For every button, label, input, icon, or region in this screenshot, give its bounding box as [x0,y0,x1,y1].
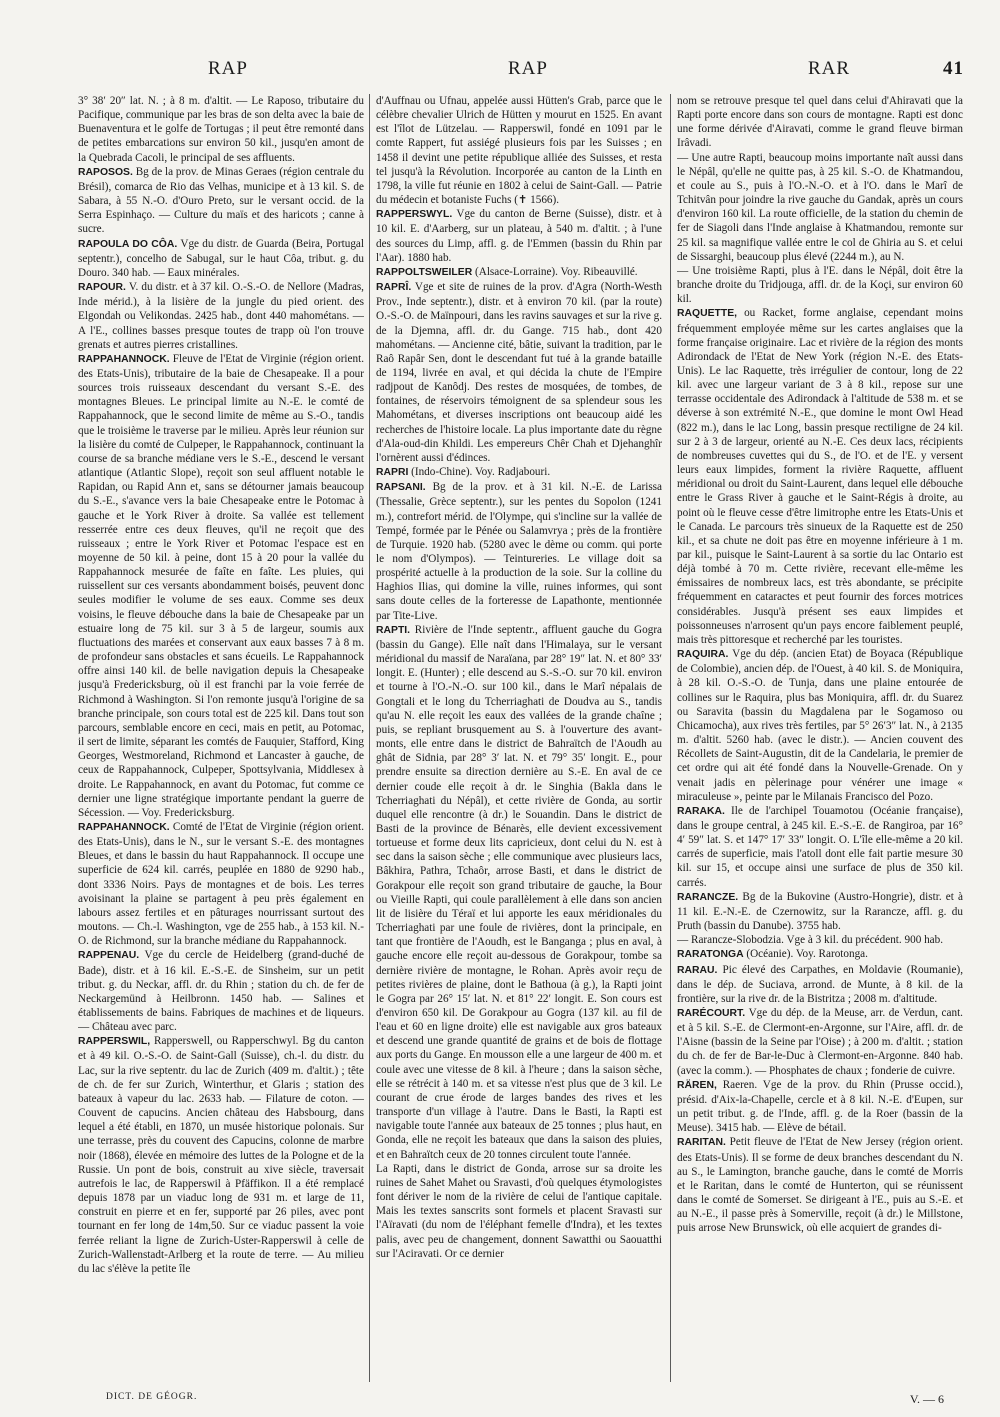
entry-headword: RAPTI. [376,624,411,636]
dictionary-entry [376,480,662,623]
dictionary-entry [376,280,662,465]
entry-text: Fleuve de l'Etat de Virginie (région orient. des Etats-Unis), tributaire de la baie de Chesapeake. Il a pour sources trois ruisseaux descendant du versant S.-E. des montagnes Bleues. Le principal limite au N.-E. le comté de Rappahannock, que le second limite de même au S.-O., tandis que le troisième le traverse par le milieu. Après leur réunion sur la lisière du comté de Culpeper, le Rappahannock, continuant la course de sa branche médiane vers le S.-E., descend le versant atlantique (Atlantic Slope), reçoit son seul affluent notable le Rapidan, ou Rapid Ann et, sans se détourner jamais beaucoup du S.-E., s'avance vers la baie Chesapeake entre le Potomac à gauche et le York River à droite. Sa vallée est tellement resserrée entre ces deux fleuves, qu'il ne reçoit que des ruisseaux ; entre le York River et Potomac l'espace est en moyenne de 50 kil. à peine, dont 15 à 20 pour la vallée du Rappahannock mesurée de faîte en faîte. Les pluies, qui ruissellent sur ces versants abondamment boisés, peuvent donc seules modifier le volume de ses eaux. Comme ses deux voisins, le fleuve débouche dans la baie de Chesapeake par un estuaire long de 75 kil. sur 3 à 5 de largeur, soumis aux fluctuations des marées et conservant aux eaux basses 7 à 8 m. de profondeur sans obstacles et sans écueils. Le Rappahannock offre ainsi 140 kil. de belle navigation depuis la Chesapeake jusqu'à Fredericksburg, où il est franchi par la voie ferrée de Richmond à Washington. Si l'on remonte jusqu'à l'origine de sa branche principale, son cours total est de 225 kil. Dans tout son parcours, semblable encore en ceci, mais en petit, au Potomac, il sert de limite, séparant les comtés de Fauquier, Stafford, King Georges, Westmoreland, Richmond et Lancaster à gauche, de ceux de Rappahannock, Culpeper, Spottsylvania, Middlesex à droite. Le Rappahannock, en avant du Potomac, fut comme ce dernier une ligne stratégique importante pendant la guerre de Sécession. — Voy. Fredericksburg. [78,352,364,819]
dictionary-entry [376,1162,662,1261]
column-left [78,94,364,1384]
entry-text: Comté de l'Etat de Virginie (région orient. des Etats-Unis), dans le N., sur le versant S.-E. des montagnes Bleues, et dans le bassin du haut Rappahannock. Il occupe une superficie de 624 kil. carrés, peuplée en 1880 de 9290 hab., dont 3336 Noirs. Pays de montagnes et de bois. Les terres avoisinant la plaine se partagent à peu près également en labours assez fertiles et en pâturages nourrissant surtout des moutons. — Ch.-l. Washington, vge de 255 hab., à 153 kil. N.-O. de Richmond, sur la branche médiane du Rappahannock. [78,820,364,948]
entry-text: Vge du dép. de la Meuse, arr. de Verdun, cant. et à 5 kil. S.-E. de Clermont-en-Argonne, sur l'Aire, affl. dr. de l'Aisne (bassin de la Seine par l'Oise) ; à 200 m. d'altit. ; station du ch. de fer de Bar-le-Duc à Clermont-en-Argonne. 840 hab. (avec la comm.). — Phosphates de chaux ; fonderie de cuivre. [677,1007,963,1077]
header-right-word: RAR [808,58,851,79]
entry-text: Bg de la prov. de Minas Geraes (région centrale du Brésil), comarca de Rio das Velhas, municipe et à 13 kil. S. de Sabara, à 55 N.-O. d'Ouro Preto, sur le versant occid. de la Serra Espinhaço. — Culture du maïs et des haricots ; canne à sucre. [78,165,364,236]
running-header [78,58,964,88]
entry-headword: RARAU. [677,964,718,976]
entry-headword: RAQUETTE, [677,308,738,320]
dictionary-entry [677,151,963,264]
dictionary-entry [677,306,963,647]
entry-text: Bg de la Bukovine (Austro-Hongrie), distr. et à 11 kil. E.-N.-E. de Czernowitz, sur la Rarancze, affl. g. du Pruth (bassin du Danube). 3755 hab. [677,890,963,933]
entry-headword: RARAKA. [677,805,725,817]
entry-headword: RAPPENAU. [78,950,140,962]
dictionary-entry [376,623,662,1162]
entry-text: Rapperswell, ou Rapperschwyl. Bg du canton et à 49 kil. O.-S.-O. de Saint-Gall (Suisse), ch.-l. du distr. du Lac, sur la rive septentr. du lac de Zurich (409 m. d'altit.) ; tête de ch. de fer sur Zurich, Winterthur, et Glaris ; station des bateaux à vapeur du lac. 2633 hab. — Filature de coton. — Couvent de capucins. Ancien château des Habsbourg, dans lequel a été établi, en 1870, un musée historique polonais. Sur une terrasse, près du couvent des Capucins, colonne de marbre noir (1868), élevée en mémoire des luttes de la Pologne et de la Russie. Un pont de bois, construit au xive siècle, traversait autrefois le lac, de Rapperswil à Pfäffikon. Il a été remplacé depuis 1878 par un viaduc long de 931 m. et large de 11, construit en pierre et en fer, supporté par 26 piles, avec pont tournant en fer long de 14m,50. Sur ce viaduc passent la voie ferrée reliant la ligne de Zurich-Uster-Rapperswil à celle de Zurich-Wallenstadt-Arlberg et la route de terre. — Au milieu du lac s'élève la petite île [78,1035,364,1275]
dictionary-entry [78,820,364,948]
entry-text: d'Auffnau ou Ufnau, appelée aussi Hütten's Grab, parce que le célèbre chevalier Ulrich de Hütten y mourut en 1525. En avant est l'îlot de Lützelau. — Rapperswil, fondé en 1091 par le comte Rappert, fut assiégé plusieurs fois par les Suisses ; en 1458 il devint une petite république alliée des Suisses, et resta tel jusqu'à la Révolution. Incorporée au canton de la Linth en 1798, la ville fut réunie en 1802 à celui de Saint-Gall. — Patrie du médecin et botaniste Fuchs (✝ 1566). [376,95,662,207]
entry-text: Rivière de l'Inde septentr., affluent gauche du Gogra (bassin du Gange). Elle naît dans l'Himalaya, sur le versant méridional du massif de Naraïana, par 28° 19″ lat. N. et 80° 33′ longit. E. (Hunter) ; elle descend au S.-S.-O. sur 70 kil. environ et tourne à l'O.-N.-O. sur 100 kil., dans le Marî népalais de Gongtali et le long du Tcherriaghati de Doudva au S., tandis qu'au N. elle reçoit les eaux des vallées de la grande chaîne ; puis, se repliant brusquement au S. à l'ouverture des avant-monts, elle entre dans le district de Bahraïtch de l'Aoudh au ghât de Sidnia, par 28° 3′ lat. N. et 79° 35′ longit. E., pour prendre ensuite sa direction dernière au S.-E. En aval de ce dernier coude elle reçoit à dr. le Singhia (Bakla dans le Tcherriaghati du Népâl), et cette rivière de Gonda, au sortir duquel elle rencontre (à dr.) le Souandin. Dans le district de Basti de la province de Bénarès, elle devient excessivement tortueuse et forme deux lits capricieux, dont celui du N. est à sec dans la saison sèche ; elle communique avec plusieurs lacs, Bâkhira, Pathra, Tchaôr, arrose Basti, et dans le district de Gorakpour elle reçoit son grand tributaire de gauche, la Bour ou Vieille Rapti, qui coule parallèlement à elle dans son ancien lit de lisière du Téraï et lui apporte les eaux méridionales du Tcherriaghati par une foule de rivières, dont la principale, en tant que frontière de l'Aoudh, est le Banganga ; plus en aval, à gauche encore elle reçoit au-dessous de Gorakpour, tombe sa dernière rivière de montagne, le Rohan. Après avoir reçu de petites rivières de plaine, dont le Bathoua (à g.), la Rapti joint le Gogra par 26° 15′ lat. N. et 81° 22′ longit. E. Son cours est d'environ 650 kil. De Gorakpour au Gogra (137 kil. au fil de l'eau et 60 en ligne droite) elle est navigable aux gros bateaux et descend une grande quantité de grains et de bois de flottage aux ports du Gange. En mousson elle a une largeur de 400 m. et coule avec une vitesse de 8 kil. à l'heure ; dans la saison sèche, elle se rétrécit à 140 m. et sa vitesse n'est plus que de 3 kil. Le courant de crue érode de larges bandes des rives et les transporte d'un village à l'autre. Dans le Basti, la Rapti est navigable toute l'année aux bateaux de 25 tonnes ; plus haut, en Gonda, elle ne reçoit les bateaux que dans la saison des pluies, et en Bahraïtch ceux de 20 tonnes circulent toute l'année. [376,623,662,1161]
entry-headword: RAPPOLTSWEILER [376,266,473,278]
dictionary-entry [78,1034,364,1276]
entry-text: — Une autre Rapti, beaucoup moins importante naît aussi dans le Népâl, qu'elle ne quitte pas, à 25 kil. S.-O. de Khatmandou, et coule au S., puis à l'O.-N.-O. et à l'O. dans le Marî de Tchitvân pour joindre la rive gauche du Gandak, après un cours d'environ 160 kil. La route officielle, de la station du chemin de fer de Siagoli dans l'Inde anglaise à Khatmandou, remonte sur 25 kil. sa magnifique vallée entre le col de Ghiria au S. et celui de Sissarghi, beaucoup plus élevé (2244 m.), au N. [677,151,963,263]
dictionary-entry [677,933,963,947]
entry-text: Ile de l'archipel Touamotou (Océanie française), dans le groupe central, à 245 kil. E.-S.-E. de Rangiroa, par 16° 4′ 59″ lat. S. et 147° 17′ 33″ longit. O. L'île elle-même a 20 kil. carrés de superficie, mais l'atoll dont elle fait partie mesure 30 kil. sur 15, et occupe ainsi une surface de plus de 350 kil. carrés. [677,804,963,889]
header-left-word: RAP [208,58,248,79]
dictionary-entry [677,890,963,933]
footer-signature: DICT. DE GÉOGR. [106,1392,198,1402]
entry-text: Vge et site de ruines de la prov. d'Agra (North-Westh Prov., Inde septentr.), distr. et à environ 70 kil. (par la route) O.-S.-O. de Maïnpouri, dans les ravins sauvages et sur la rive g. de la Djemna, affl. dr. du Gange. 715 hab., dont 420 mahométans. — Ancienne cité, bâtie, suivant la tradition, par le Raô Rapâr Sen, dont le descendant fut tué à la grande bataille de 1194, livrée en aval, et qui décida la chute de l'Empire radjpout de Kanôdj. Des restes de mosquées, de tombes, de fontaines, de réservoirs témoignent de sa splendeur sous les Mahométans, et diverses inscriptions ont beaucoup aidé les recherches de l'histoire locale. La plus importante date du règne d'Ala-oud-din Khildi. Les empereurs Chêr Chah et Djehanghîr l'ornèrent aussi d'édinces. [376,281,662,464]
header-center-word: RAP [508,58,548,79]
entry-headword: RAPSANI. [376,482,426,494]
dictionary-entry [78,237,364,280]
entry-headword: RARÉCOURT. [677,1008,746,1019]
entry-headword: RAPRI [376,467,409,479]
dictionary-entry [677,1006,963,1078]
entry-text: Vge du cercle de Heidelberg (grand-duché de Bade), distr. et à 16 kil. E.-S.-E. de Sinsheim, sur un petit tribut. g. du Neckar, affl. dr. du Rhin ; station du ch. de fer de Neckargemünd à Heilbronn. 1450 hab. — Salines et établissements de bains. Fabriques de machines et de liqueurs. — Château avec parc. [78,949,364,1034]
entry-text: Pic élevé des Carpathes, en Moldavie (Roumanie), dans le dép. de Suciava, arrond. de Munte, à 8 kil. de la frontière, sur la rive dr. de la Bistritza ; 2008 m. d'altitude. [677,963,963,1005]
dictionary-entry [677,264,963,306]
dictionary-entry [677,1135,963,1235]
entry-text: La Rapti, dans le district de Gonda, arrose sur sa droite les ruines de Sahet Mahet ou Sravasti, d'où quelques étymologistes font dériver le nom de la rivière de celui de l'antique capitale. Mais les textes sanscrits sont formels et placent Sravasti sur l'Aïravati (du nom de l'éléphant femelle d'Indra), et les textes palis, avec peu de changement, donnent Sawatthi ou Saouatthi sur l'Aciravati. Or ce dernier [376,1162,662,1260]
dictionary-entry [376,207,662,265]
entry-text: Bg de la prov. et à 31 kil. N.-E. de Larissa (Thessalie, Grèce septentr.), sur les pentes du Sopolon (1241 m.), contrefort mérid. de l'Olympe, qui s'incline sur la vallée de Tempé, formée par le Pénée ou Salamvrya ; près de la frontière de Turquie. 1920 hab. (5280 avec le dème ou comm. qui porte le nom d'Olympos). — Teintureries. Le village doit sa prospérité actuelle à la production de la soie. Sur la colline du Haghios Ilias, qui domine la ville, ruines informes, qui sont sans doute celles de la forteresse de Lapathonte, mentionnée par Tite-Live. [376,481,662,622]
entry-headword: RARANCZE. [677,891,739,903]
column-rule [369,94,370,1382]
entry-text: 3° 38′ 20″ lat. N. ; à 8 m. d'altit. — Le Raposo, tributaire du Pacifique, communique par les bras de son delta avec la baie de Buenaventura et le golfe de Tortugas ; il peut être remonté dans de petites embarcations sur environ 50 kil., jusqu'en amont de la Quebrada Cacoli, le principal de ses affluents. [78,95,364,164]
dictionary-entry [78,352,364,820]
entry-text: (Indo-Chine). Voy. Radjabouri. [411,466,551,479]
dictionary-entry [677,804,963,890]
entry-text: ou Racket, forme anglaise, cependant moins fréquemment employée même sur les cartes anglaises que la forme française originaire. Lac et rivière de la région des monts Adirondack de l'Etat de New York (région N.-E. des Etats-Unis). Le lac Raquette, très irrégulier de contour, long de 22 kil. avec une largeur variant de 3 à 8 kil., repose sur une terrasse occidentale des Adirondack à l'altitude de 538 m. et se déverse à son extrémité N.-E., que domine le mont Owl Head (822 m.), dans le lac Long, bassin presque rectiligne de 24 kil. sur 2 à 3 de largeur, orienté au N.-E. Ces deux lacs, récipients de nombreuses cuvettes qui du S., de l'O. et de l'E. y versent leurs eaux limpides, forment la rivière Raquette, affluent méridional ou droit du Saint-Laurent, dans lequel elle débouche entre le Grass River à gauche et le Saint-Régis à droite, au point où le fleuve cesse d'être limitrophe entre les Etats-Unis et le Canada. Le parcours très sinueux de la Raquette est de 250 kil., et sa chute ne doit pas être en moyenne inférieure à 1 m. par kil., puisque le Saint-Laurent à sa sortie du lac Ontario est déjà tombé à 70 m. Cette rivière, recevant elle-même les émissaires de nombreux lacs, est très abondante, se précipite fréquemment en cataractes et peut fournir des forces motrices considérables. Jusqu'à présent ses eaux limpides et poissonneuses n'arrosent qu'un pays encore faiblement peuplé, mais très pittoresque et recherché par les touristes. [677,307,963,646]
dictionary-entry [677,947,963,962]
footer-sheet-mark: V. — 6 [909,1392,944,1406]
dictionary-entry [677,963,963,1006]
entry-text: Vge du distr. de Guarda (Beira, Portugal septentr.), concelho de Sabugal, sur le haut Côa, tribut. g. du Douro. 340 hab. — Eaux minérales. [78,237,364,279]
entry-headword: RAPPAHANNOCK. [78,353,170,365]
dictionary-entry [677,647,963,804]
entry-text: — Une troisième Rapti, plus à l'E. dans le Népâl, doit être la branche droite du Tridjouga, affl. dr. de la Koçi, sur environ 60 kil. [677,264,963,306]
entry-text: Vge du dép. (ancien Etat) de Boyaca (République de Colombie), ancien dép. de l'Ouest, à 40 kil. S. de Moniquira, à 28 kil. O.-S.-O. de Tunja, dans une plaine entourée de collines sur le Raquira, plus bas Moniquira, affl. dr. du Suarez ou Saravita (bassin du Magdalena par le Sogamoso ou Chicamocha), aux rives très fertiles, par 5° 26′3″ lat. N., à 2135 m. d'altit. 5260 hab. (avec le distr.). — Ancien couvent des Récollets de Saint-Augustin, dit de la Candelaria, le premier de cet ordre qui ait été fondé dans la Nouvelle-Grenade. On y venait jadis en pèlerinage pour vénérer une image « miraculeuse », peinte par le Milanais Francisco del Pozo. [677,648,963,803]
entry-headword: RARATONGA [677,949,744,961]
column-right [677,94,963,1384]
entry-headword: RAPPAHANNOCK. [78,821,170,833]
dictionary-entry [677,1078,963,1136]
entry-text: — Rarancze-Slobodzia. Vge à 3 kil. du précédent. 900 hab. [677,934,944,947]
entry-headword: RAPRÎ. [376,282,412,294]
entry-headword: RAPPERSWYL. [376,209,453,221]
dictionary-entry [78,165,364,237]
entry-headword: RAPPERSWIL, [78,1036,151,1048]
entry-headword: RAPOUR. [78,282,126,294]
dictionary-entry [376,465,662,480]
entry-headword: RAPOULA DO CÔA. [78,238,178,250]
entry-text: V. du distr. et à 37 kil. O.-S.-O. de Nellore (Madras, Inde mérid.), à la lisière de la jungle du pied orient. des Elgondah ou Velikondas. 2425 hab., dont 440 mahométans. — A l'E., collines basses presque toutes de trapp où l'on trouve grenats et autres pierres cristallines. [78,281,364,351]
entry-text: Petit fleuve de l'Etat de New Jersey (région orient. des Etats-Unis). Il se forme de deux branches descendant du N. au S., le Lamington, branche gauche, dans le comté de Morris et le Raritan, dans le comté de Hunterton, qui se réunissent dans le comté de Somerset. Se dirigeant à l'E., puis au S.-E. et au N.-E., il passe près à Somerville, reçoit (à dr.) le Millstone, puis arrose New Brunswick, où elle acquiert de grandes di- [677,1136,963,1235]
entry-text: nom se retrouve presque tel quel dans celui d'Ahiravati que la Rapti porte encore dans son cours de montagne. Rapti est donc une forme dérivée d'Airavati, comme le grand fleuve birman Irâvadi. [677,95,963,150]
entry-text: Raeren. Vge de la prov. du Rhin (Prusse occid.), présid. d'Aix-la-Chapelle, cercle et à 8 kil. N.-E. d'Eupen, sur un petit tribut. g. de l'Inde, affl. g. de la Roer (bassin de la Meuse). 3415 hab. — Elève de bétail. [677,1078,963,1135]
page-number: 41 [943,58,964,79]
entry-text: (Alsace-Lorraine). Voy. Ribeauvillé. [475,265,638,278]
dictionary-entry [78,948,364,1034]
column-rule [670,94,671,1382]
entry-headword: RÄREN, [677,1079,717,1091]
dictionary-entry [78,280,364,352]
column-middle [376,94,662,1384]
entry-headword: RARITAN. [677,1137,726,1149]
entry-headword: RAPOSOS. [78,166,133,178]
dictionary-entry [376,265,662,280]
entry-text: (Océanie). Voy. Rarotonga. [746,948,868,961]
entry-text: Vge du canton de Berne (Suisse), distr. et à 10 kil. E. d'Aarberg, sur un plateau, à 540 m. d'altit. ; à l'une des sources du Limp, affl. g. de l'Emmen (bassin du Rhin par l'Aar). 1880 hab. [376,208,662,264]
entry-headword: RAQUIRA. [677,649,729,661]
dictionary-entry [677,94,963,151]
dictionary-entry [376,94,662,207]
dictionary-entry [78,94,364,165]
